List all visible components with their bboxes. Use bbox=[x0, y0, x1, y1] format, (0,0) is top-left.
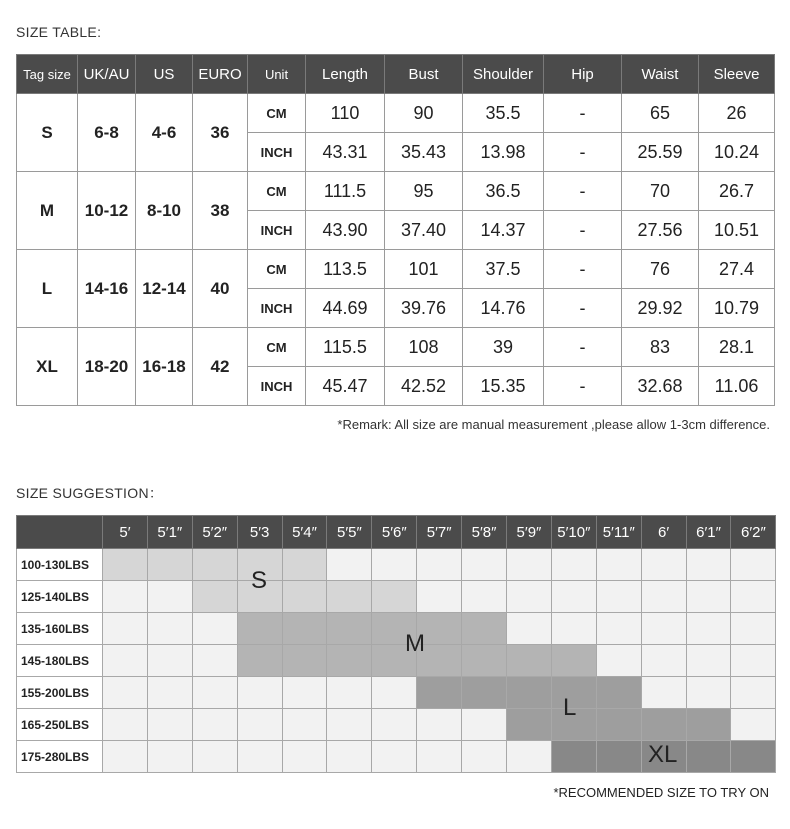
uk-au-cell: 18-20 bbox=[78, 328, 136, 406]
unit-cell: INCH bbox=[248, 367, 306, 406]
length-cell: 44.69 bbox=[306, 289, 385, 328]
grid-cell-s bbox=[372, 581, 417, 613]
uk-au-cell: 14-16 bbox=[78, 250, 136, 328]
weight-row bbox=[17, 613, 776, 645]
grid-cell bbox=[686, 645, 731, 677]
waist-cell: 29.92 bbox=[622, 289, 699, 328]
grid-cell-xl bbox=[596, 741, 641, 773]
shoulder-cell: 15.35 bbox=[463, 367, 544, 406]
height-header: 6′2″ bbox=[731, 516, 776, 549]
grid-cell bbox=[462, 709, 507, 741]
grid-cell-m bbox=[507, 645, 552, 677]
height-header: 6′1″ bbox=[686, 516, 731, 549]
grid-cell-s bbox=[192, 581, 237, 613]
grid-cell bbox=[192, 677, 237, 709]
size-suggestion-grid bbox=[16, 515, 776, 773]
grid-cell bbox=[417, 581, 462, 613]
grid-cell-l bbox=[596, 709, 641, 741]
hip-cell: - bbox=[544, 367, 622, 406]
grid-cell bbox=[686, 613, 731, 645]
grid-cell-xl bbox=[731, 741, 776, 773]
weight-label: 135-160LBS bbox=[17, 613, 103, 645]
grid-cell bbox=[731, 677, 776, 709]
waist-cell: 83 bbox=[622, 328, 699, 367]
size-zone-label-l: L bbox=[563, 694, 577, 721]
weight-label: 175-280LBS bbox=[17, 741, 103, 773]
shoulder-cell: 35.5 bbox=[463, 94, 544, 133]
length-cell: 115.5 bbox=[306, 328, 385, 367]
size-row bbox=[17, 172, 775, 211]
grid-cell bbox=[641, 645, 686, 677]
shoulder-cell: 39 bbox=[463, 328, 544, 367]
grid-cell bbox=[372, 741, 417, 773]
sleeve-cell: 27.4 bbox=[699, 250, 775, 289]
grid-cell bbox=[507, 613, 552, 645]
waist-cell: 25.59 bbox=[622, 133, 699, 172]
uk-au-cell: 6-8 bbox=[78, 94, 136, 172]
grid-corner-cell bbox=[17, 516, 103, 549]
grid-cell bbox=[417, 549, 462, 581]
shoulder-cell: 14.76 bbox=[463, 289, 544, 328]
grid-cell-l bbox=[507, 709, 552, 741]
grid-cell bbox=[462, 741, 507, 773]
length-cell: 45.47 bbox=[306, 367, 385, 406]
height-header: 5′8″ bbox=[462, 516, 507, 549]
grid-cell bbox=[641, 613, 686, 645]
grid-cell-s bbox=[327, 581, 372, 613]
waist-cell: 70 bbox=[622, 172, 699, 211]
grid-cell-l bbox=[641, 709, 686, 741]
waist-cell: 65 bbox=[622, 94, 699, 133]
grid-cell bbox=[641, 549, 686, 581]
grid-cell bbox=[103, 709, 148, 741]
grid-cell bbox=[596, 645, 641, 677]
weight-label: 155-200LBS bbox=[17, 677, 103, 709]
header-waist: Waist bbox=[622, 55, 699, 94]
header-unit: Unit bbox=[248, 55, 306, 94]
size-row bbox=[17, 328, 775, 367]
height-header: 5′1″ bbox=[147, 516, 192, 549]
grid-cell-m bbox=[282, 645, 327, 677]
weight-label: 125-140LBS bbox=[17, 581, 103, 613]
grid-cell bbox=[147, 741, 192, 773]
grid-cell bbox=[686, 549, 731, 581]
grid-cell bbox=[507, 549, 552, 581]
hip-cell: - bbox=[544, 289, 622, 328]
size-suggestion-remark: *RECOMMENDED SIZE TO TRY ON bbox=[553, 785, 769, 800]
bust-cell: 42.52 bbox=[385, 367, 463, 406]
grid-cell-s bbox=[192, 549, 237, 581]
grid-cell bbox=[507, 741, 552, 773]
grid-cell-m bbox=[462, 645, 507, 677]
grid-cell bbox=[147, 613, 192, 645]
grid-cell-xl bbox=[551, 741, 596, 773]
shoulder-cell: 36.5 bbox=[463, 172, 544, 211]
unit-cell: INCH bbox=[248, 211, 306, 250]
grid-cell bbox=[596, 613, 641, 645]
grid-cell bbox=[641, 581, 686, 613]
grid-cell-m bbox=[237, 613, 282, 645]
grid-cell-l bbox=[417, 677, 462, 709]
grid-cell bbox=[596, 581, 641, 613]
grid-cell bbox=[372, 549, 417, 581]
grid-cell bbox=[237, 741, 282, 773]
grid-cell bbox=[462, 549, 507, 581]
height-header: 5′9″ bbox=[507, 516, 552, 549]
unit-cell: CM bbox=[248, 250, 306, 289]
grid-cell-l bbox=[596, 677, 641, 709]
length-cell: 43.31 bbox=[306, 133, 385, 172]
shoulder-cell: 37.5 bbox=[463, 250, 544, 289]
grid-cell bbox=[103, 581, 148, 613]
height-header: 5′5″ bbox=[327, 516, 372, 549]
grid-cell-l bbox=[507, 677, 552, 709]
shoulder-cell: 13.98 bbox=[463, 133, 544, 172]
length-cell: 113.5 bbox=[306, 250, 385, 289]
grid-cell bbox=[147, 645, 192, 677]
grid-cell bbox=[417, 709, 462, 741]
grid-cell bbox=[686, 581, 731, 613]
grid-cell-s bbox=[282, 581, 327, 613]
length-cell: 111.5 bbox=[306, 172, 385, 211]
grid-cell bbox=[417, 741, 462, 773]
size-zone-label-m: M bbox=[405, 630, 425, 657]
height-header: 5′4″ bbox=[282, 516, 327, 549]
grid-cell bbox=[192, 741, 237, 773]
grid-cell-l bbox=[462, 677, 507, 709]
bust-cell: 37.40 bbox=[385, 211, 463, 250]
weight-label: 100-130LBS bbox=[17, 549, 103, 581]
grid-cell bbox=[507, 581, 552, 613]
grid-cell bbox=[596, 549, 641, 581]
sleeve-cell: 11.06 bbox=[699, 367, 775, 406]
grid-cell-m bbox=[327, 645, 372, 677]
bust-cell: 108 bbox=[385, 328, 463, 367]
grid-cell bbox=[372, 709, 417, 741]
grid-cell bbox=[103, 613, 148, 645]
grid-cell bbox=[237, 677, 282, 709]
hip-cell: - bbox=[544, 172, 622, 211]
hip-cell: - bbox=[544, 133, 622, 172]
grid-cell bbox=[731, 645, 776, 677]
grid-cell bbox=[731, 549, 776, 581]
weight-row bbox=[17, 709, 776, 741]
size-table-remark: *Remark: All size are manual measurement ,please allow 1-3cm difference. bbox=[337, 417, 770, 432]
height-header: 5′ bbox=[103, 516, 148, 549]
header-tag-size: Tag size bbox=[17, 55, 78, 94]
grid-cell bbox=[282, 677, 327, 709]
grid-cell-m bbox=[237, 645, 282, 677]
grid-cell-s bbox=[282, 549, 327, 581]
size-tag-cell: L bbox=[17, 250, 78, 328]
grid-cell-m bbox=[282, 613, 327, 645]
size-tag-cell: M bbox=[17, 172, 78, 250]
bust-cell: 35.43 bbox=[385, 133, 463, 172]
waist-cell: 27.56 bbox=[622, 211, 699, 250]
header-us: US bbox=[136, 55, 193, 94]
grid-cell bbox=[147, 677, 192, 709]
us-cell: 12-14 bbox=[136, 250, 193, 328]
size-zone-label-xl: XL bbox=[648, 741, 678, 768]
grid-cell bbox=[192, 613, 237, 645]
grid-cell bbox=[731, 709, 776, 741]
sleeve-cell: 26 bbox=[699, 94, 775, 133]
weight-row bbox=[17, 677, 776, 709]
grid-cell bbox=[731, 581, 776, 613]
unit-cell: CM bbox=[248, 328, 306, 367]
grid-cell bbox=[327, 709, 372, 741]
height-header: 5′2″ bbox=[192, 516, 237, 549]
size-row bbox=[17, 94, 775, 133]
header-uk-au: UK/AU bbox=[78, 55, 136, 94]
grid-cell-m bbox=[551, 645, 596, 677]
euro-cell: 40 bbox=[193, 250, 248, 328]
size-tag-cell: XL bbox=[17, 328, 78, 406]
grid-cell-m bbox=[462, 613, 507, 645]
sleeve-cell: 26.7 bbox=[699, 172, 775, 211]
grid-cell bbox=[462, 581, 507, 613]
unit-cell: CM bbox=[248, 172, 306, 211]
sleeve-cell: 28.1 bbox=[699, 328, 775, 367]
us-cell: 4-6 bbox=[136, 94, 193, 172]
grid-cell bbox=[192, 645, 237, 677]
hip-cell: - bbox=[544, 250, 622, 289]
header-euro: EURO bbox=[193, 55, 248, 94]
header-sleeve: Sleeve bbox=[699, 55, 775, 94]
header-bust: Bust bbox=[385, 55, 463, 94]
grid-cell bbox=[372, 677, 417, 709]
grid-cell bbox=[686, 677, 731, 709]
weight-row bbox=[17, 645, 776, 677]
grid-cell bbox=[551, 549, 596, 581]
hip-cell: - bbox=[544, 328, 622, 367]
unit-cell: INCH bbox=[248, 289, 306, 328]
grid-cell bbox=[192, 709, 237, 741]
weight-row bbox=[17, 581, 776, 613]
height-header: 5′3 bbox=[237, 516, 282, 549]
grid-cell bbox=[103, 741, 148, 773]
waist-cell: 76 bbox=[622, 250, 699, 289]
grid-cell bbox=[327, 677, 372, 709]
bust-cell: 95 bbox=[385, 172, 463, 211]
grid-cell bbox=[282, 741, 327, 773]
unit-cell: INCH bbox=[248, 133, 306, 172]
euro-cell: 42 bbox=[193, 328, 248, 406]
height-header: 5′10″ bbox=[551, 516, 596, 549]
size-row bbox=[17, 250, 775, 289]
euro-cell: 36 bbox=[193, 94, 248, 172]
length-cell: 43.90 bbox=[306, 211, 385, 250]
weight-label: 165-250LBS bbox=[17, 709, 103, 741]
size-table-header-row bbox=[17, 55, 775, 94]
weight-label: 145-180LBS bbox=[17, 645, 103, 677]
header-shoulder: Shoulder bbox=[463, 55, 544, 94]
grid-cell bbox=[103, 677, 148, 709]
us-cell: 8-10 bbox=[136, 172, 193, 250]
waist-cell: 32.68 bbox=[622, 367, 699, 406]
bust-cell: 101 bbox=[385, 250, 463, 289]
hip-cell: - bbox=[544, 211, 622, 250]
length-cell: 110 bbox=[306, 94, 385, 133]
bust-cell: 39.76 bbox=[385, 289, 463, 328]
weight-row bbox=[17, 549, 776, 581]
grid-cell bbox=[327, 741, 372, 773]
size-suggestion-title: SIZE SUGGESTION： bbox=[16, 485, 164, 501]
header-hip: Hip bbox=[544, 55, 622, 94]
sleeve-cell: 10.79 bbox=[699, 289, 775, 328]
grid-cell-s bbox=[103, 549, 148, 581]
grid-cell bbox=[551, 581, 596, 613]
grid-cell bbox=[103, 645, 148, 677]
grid-cell bbox=[731, 613, 776, 645]
grid-cell-s bbox=[147, 549, 192, 581]
size-table bbox=[16, 54, 775, 406]
height-header-row bbox=[17, 516, 776, 549]
bust-cell: 90 bbox=[385, 94, 463, 133]
size-zone-label-s: S bbox=[251, 567, 268, 594]
size-table-title: SIZE TABLE: bbox=[16, 24, 102, 40]
height-header: 5′6″ bbox=[372, 516, 417, 549]
header-length: Length bbox=[306, 55, 385, 94]
grid-cell bbox=[237, 709, 282, 741]
grid-cell bbox=[147, 581, 192, 613]
grid-cell bbox=[147, 709, 192, 741]
height-header: 5′7″ bbox=[417, 516, 462, 549]
grid-cell bbox=[551, 613, 596, 645]
grid-cell bbox=[641, 677, 686, 709]
grid-cell bbox=[282, 709, 327, 741]
hip-cell: - bbox=[544, 94, 622, 133]
grid-cell bbox=[327, 549, 372, 581]
euro-cell: 38 bbox=[193, 172, 248, 250]
grid-cell-m bbox=[327, 613, 372, 645]
size-tag-cell: S bbox=[17, 94, 78, 172]
sleeve-cell: 10.24 bbox=[699, 133, 775, 172]
height-header: 5′11″ bbox=[596, 516, 641, 549]
sleeve-cell: 10.51 bbox=[699, 211, 775, 250]
grid-cell-l bbox=[686, 709, 731, 741]
unit-cell: CM bbox=[248, 94, 306, 133]
height-header: 6′ bbox=[641, 516, 686, 549]
shoulder-cell: 14.37 bbox=[463, 211, 544, 250]
uk-au-cell: 10-12 bbox=[78, 172, 136, 250]
us-cell: 16-18 bbox=[136, 328, 193, 406]
grid-cell-xl bbox=[686, 741, 731, 773]
